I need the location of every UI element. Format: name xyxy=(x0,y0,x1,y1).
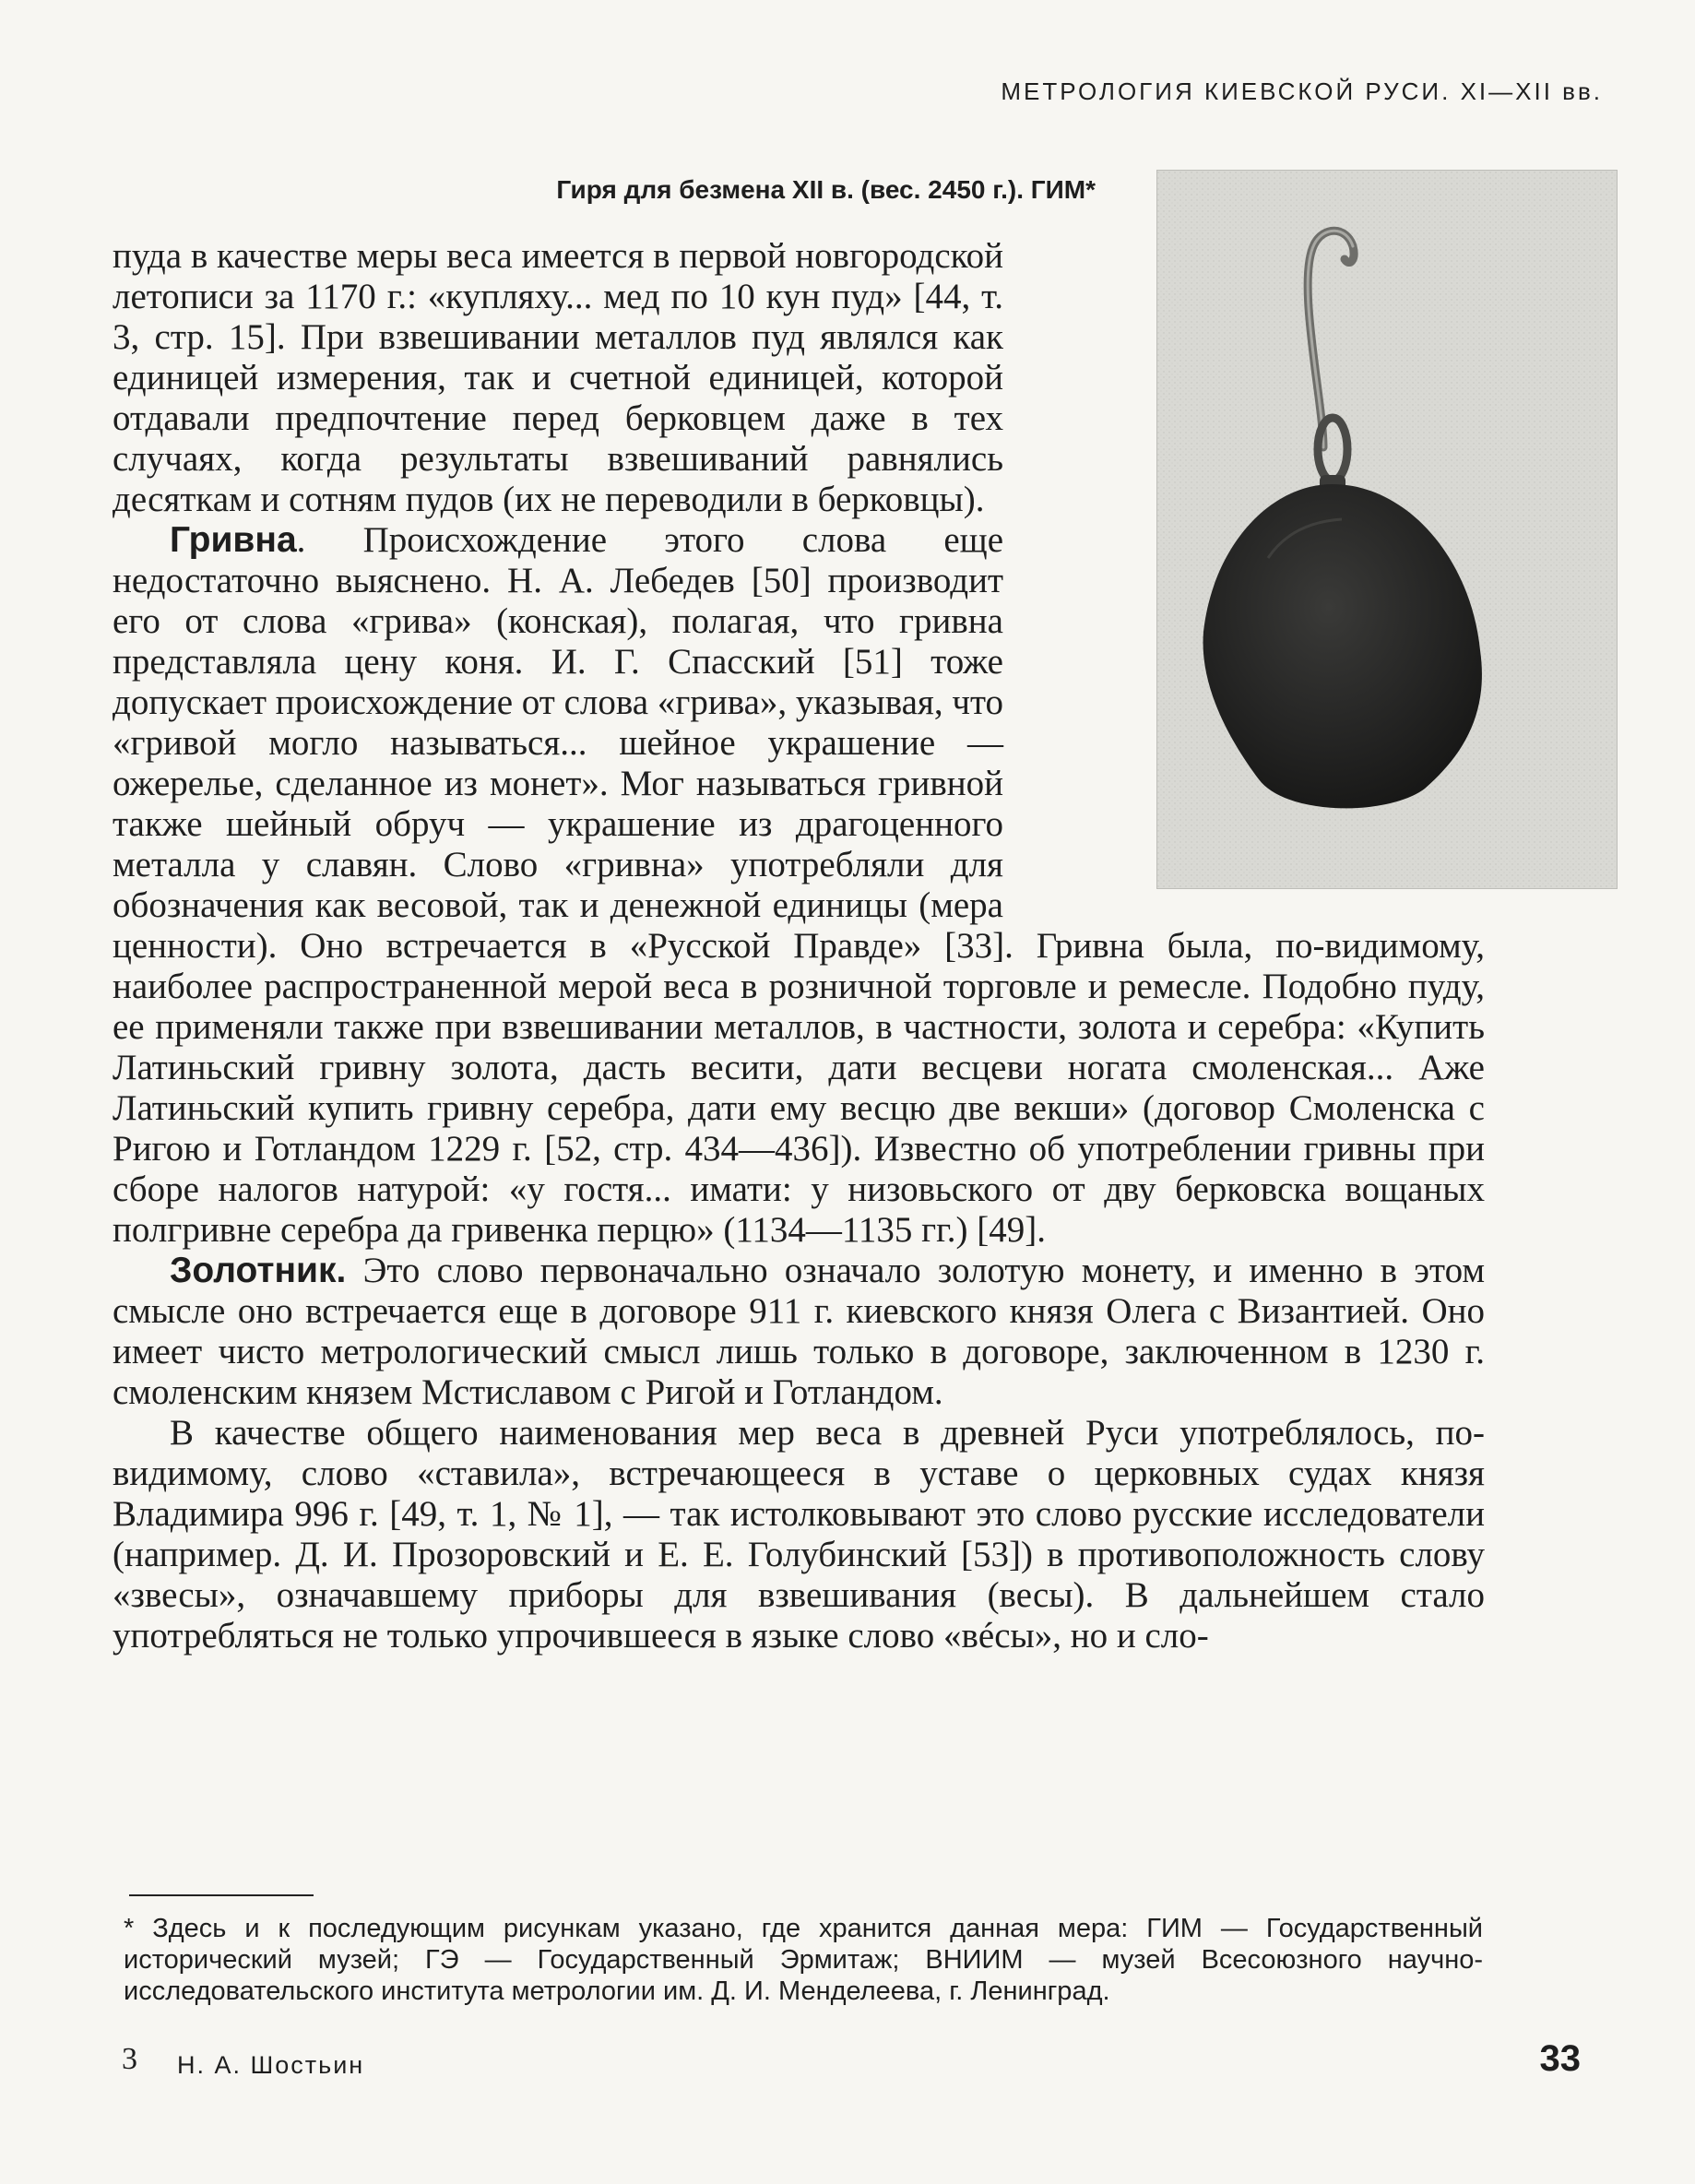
footnote: * Здесь и к последующим рисункам указано, где хранится данная мера: ГИМ — Государственный исторический музей; ГЭ — Государственный Эрмитаж; ВНИИМ — музей Всесоюзного научно-исследовательского института метрологии им. Д. И. Менделеева, г. Ленинград. xyxy=(124,1914,1483,2006)
page-number: 33 xyxy=(1539,2038,1581,2079)
paragraph-pud: пуда в качестве меры веса имеется в первой новгородской летописи за 1170 г.: «купляху... мед по 10 кун пуд» [44, т. 3, стр. 15]. При взвешивании металлов пуд являлся как единицей измерения, так и счетной единицей, которой отдавали предпочтение перед берковцем даже в тех случаях, когда результаты взвешиваний равнялись десяткам и сотням пудов (их не переводили в берковцы). xyxy=(113,236,1003,519)
figure-caption: Гиря для безмена XII в. (вес. 2450 г.). ГИМ* xyxy=(556,175,1096,204)
running-head: МЕТРОЛОГИЯ КИЕВСКОЙ РУСИ. XI—XII вв. xyxy=(1001,77,1603,105)
term-grivna: Гривна xyxy=(170,520,297,560)
figure-float-space xyxy=(1003,236,1485,919)
footnote-rule xyxy=(129,1894,314,1896)
paragraph-zolotnik-text: Это слово первоначально означало золотую монету, и именно в этом смысле оно встречается еще в договоре 911 г. киевского князя Олега с Византией. Оно имеет чисто метрологический смысл лишь только в договоре, заключенном в 1230 г. смоленским князем Мстиславом с Ригой и Готландом. xyxy=(113,1251,1485,1412)
paragraph-stavila: В качестве общего наименования мер веса в древней Руси употреблялось, по-видимому, слово «ставила», встречающееся в уставе о церковных судах князя Владимира 996 г. [49, т. 1, № 1], — так истолковывают это слово русские исследователи (например. Д. И. Прозоровский и Е. Е. Голубинский [53]) в противоположность слову «звесы», означавшему приборы для взвешивания (весы). В дальнейшем стало употребляться не только упрочившееся в языке слово «вéсы», но и сло- xyxy=(113,1413,1485,1656)
signature-number: 3 xyxy=(122,2042,137,2076)
term-zolotnik: Золотник. xyxy=(170,1251,347,1290)
paragraph-zolotnik xyxy=(113,1251,1485,1413)
body-text xyxy=(113,236,1485,1656)
paragraph-grivna-text: . Происхождение этого слова еще недостаточно выяснено. Н. А. Лебедев [50] производит его от слова «грива» (конская), полагая, что гривна представляла цену коня. И. Г. Спасский [51] тоже допускает происхождение от слова «грива», указывая, что «гривой могло называться... шейное украшение — ожерелье, сделанное из монет». Мог называться гривной также шейный обруч — украшение из драгоценного металла у славян. Слово «гривна» употребляли для обозначения как весовой, так и денежной единицы (мера ценности). Оно встречается в «Русской Правде» [33]. Гривна была, по-видимому, наиболее распространенной мерой веса в розничной торговле и ремесле. Подобно пуду, ее применяли также при взвешивании металлов, в частности, золота и серебра: «Купить Латиньский гривну золота, дасть весити, дати весцеви ногата смоленская... Аже Латиньский купить гривну серебра, дати ему весцю две векши» (договор Смоленска с Ригою и Готландом 1229 г. [52, стр. 434—436]). Известно об употреблении гривны при сборе налогов натурой: «у гостя... имати: у низовьского от дву берковска вощаных полгривне серебра да гривенка перцю» (1134—1135 гг.) [49]. xyxy=(113,520,1485,1250)
signature-author: Н. А. Шостьин xyxy=(177,2051,365,2079)
